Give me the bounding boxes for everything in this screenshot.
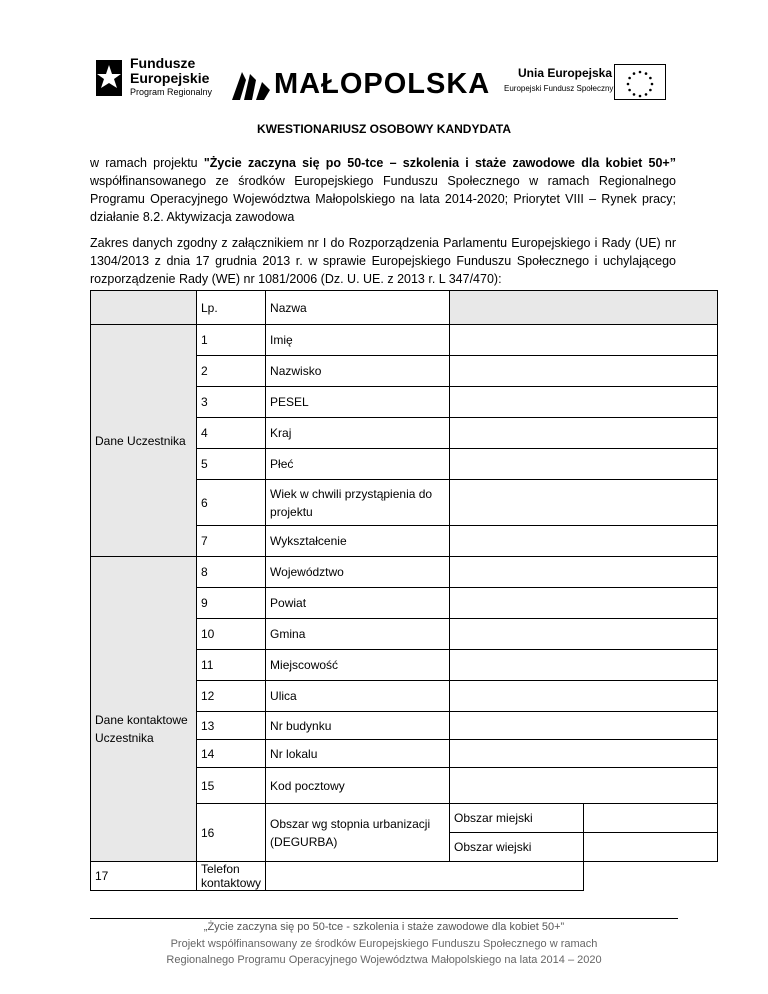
questionnaire-table bbox=[90, 290, 718, 891]
row-label: Nr budynku bbox=[266, 712, 450, 740]
row-label: Kod pocztowy bbox=[266, 768, 450, 804]
malopolska-mark-icon bbox=[232, 68, 270, 100]
miejscowosc-input-cell[interactable] bbox=[450, 650, 718, 681]
row-label: Płeć bbox=[266, 449, 450, 480]
footer-line1: „Życie zaczyna się po 50-tce - szkolenia i staże zawodowe dla kobiet 50+” bbox=[203, 921, 565, 933]
header-name: Nazwa bbox=[266, 291, 450, 325]
fe-line3: Program Regionalny bbox=[130, 87, 213, 97]
row-label: Obszar wg stopnia urbanizacji (DEGURBA) bbox=[266, 804, 450, 862]
eu-flag-icon bbox=[614, 64, 666, 100]
nazwisko-input-cell[interactable] bbox=[450, 356, 718, 387]
row-label: Ulica bbox=[266, 681, 450, 712]
kod-pocztowy-input-cell[interactable] bbox=[450, 768, 718, 804]
row-lp: 8 bbox=[197, 557, 266, 588]
logo-malopolska bbox=[232, 68, 491, 102]
option-obszar-miejski: Obszar miejski bbox=[450, 804, 584, 833]
row-label: Imię bbox=[266, 325, 450, 356]
row-lp: 16 bbox=[197, 804, 266, 862]
row-label: Nr lokalu bbox=[266, 740, 450, 768]
ue-line1: Unia Europejska bbox=[518, 66, 613, 80]
row-label: Powiat bbox=[266, 588, 450, 619]
header-group-cell bbox=[91, 291, 197, 325]
plec-input-cell[interactable] bbox=[450, 449, 718, 480]
row-label: Miejscowość bbox=[266, 650, 450, 681]
nr-budynku-input-cell[interactable] bbox=[450, 712, 718, 740]
row-label: PESEL bbox=[266, 387, 450, 418]
kraj-input-cell[interactable] bbox=[450, 418, 718, 449]
row-lp: 11 bbox=[197, 650, 266, 681]
imie-input-cell[interactable] bbox=[450, 325, 718, 356]
row-lp: 17 bbox=[91, 862, 197, 891]
ulica-input-cell[interactable] bbox=[450, 681, 718, 712]
project-name: "Życie zaczyna się po 50-tce – szkolenia i staże zawodowe dla kobiet 50+” bbox=[203, 156, 676, 170]
row-lp: 1 bbox=[197, 325, 266, 356]
logo-unia-europejska bbox=[504, 64, 664, 100]
footer-line2: Projekt współfinansowany ze środków Europejskiego Funduszu Społecznego w ramach bbox=[170, 938, 598, 950]
page-title: KWESTIONARIUSZ OSOBOWY KANDYDATA bbox=[257, 122, 511, 136]
row-label: Telefon kontaktowy bbox=[197, 862, 266, 891]
option-obszar-wiejski: Obszar wiejski bbox=[450, 833, 584, 862]
scope-paragraph: Zakres danych zgodny z załącznikiem nr I do Rozporządzenia Parlamentu Europejskiego i Rady (UE) nr 1304/2013 z dnia 17 grudnia 2013 r. w sprawie Europejskiego Funduszu Społecznego i uchylającego rozporządzenie Rady (WE) nr 1081/2006 (Dz. U. UE. z 2013 r. L 347/470): bbox=[90, 236, 676, 286]
intro-suffix: współfinansowanego ze środków Europejskiego Funduszu Społecznego w ramach Regionalnego Programu Operacyjnego Województwa Małopolskiego na lata 2014-2020; Priorytet VIII – Rynek pracy; działanie 8.2. Aktywizacja zawodowa bbox=[90, 174, 676, 224]
telefon-input-cell[interactable] bbox=[266, 862, 584, 891]
row-lp: 13 bbox=[197, 712, 266, 740]
checkbox-obszar-miejski[interactable] bbox=[584, 804, 718, 833]
row-lp: 9 bbox=[197, 588, 266, 619]
row-label: Nazwisko bbox=[266, 356, 450, 387]
fe-line2: Europejskie bbox=[130, 70, 210, 86]
row-lp: 15 bbox=[197, 768, 266, 804]
pesel-input-cell[interactable] bbox=[450, 387, 718, 418]
row-lp: 14 bbox=[197, 740, 266, 768]
row-lp: 6 bbox=[197, 480, 266, 526]
row-lp: 10 bbox=[197, 619, 266, 650]
row-lp: 5 bbox=[197, 449, 266, 480]
row-label: Wykształcenie bbox=[266, 526, 450, 557]
row-lp: 7 bbox=[197, 526, 266, 557]
header-lp: Lp. bbox=[197, 291, 266, 325]
logo-fundusze-europejskie bbox=[92, 54, 222, 104]
row-lp: 12 bbox=[197, 681, 266, 712]
row-lp: 3 bbox=[197, 387, 266, 418]
wojewodztwo-input-cell[interactable] bbox=[450, 557, 718, 588]
group-dane-uczestnika: Dane Uczestnika bbox=[91, 325, 197, 557]
wiek-input-cell[interactable] bbox=[450, 480, 718, 526]
footer-line3: Regionalnego Programu Operacyjnego Województwa Małopolskiego na lata 2014 – 2020 bbox=[166, 954, 602, 966]
ue-line2: Europejski Fundusz Społeczny bbox=[504, 84, 614, 93]
row-label: Gmina bbox=[266, 619, 450, 650]
checkbox-obszar-wiejski[interactable] bbox=[584, 833, 718, 862]
malopolska-text: MAŁOPOLSKA bbox=[274, 68, 491, 100]
row-lp: 4 bbox=[197, 418, 266, 449]
powiat-input-cell[interactable] bbox=[450, 588, 718, 619]
gmina-input-cell[interactable] bbox=[450, 619, 718, 650]
row-label: Wiek w chwili przystąpienia do projektu bbox=[266, 480, 450, 526]
row-lp: 2 bbox=[197, 356, 266, 387]
intro-paragraph bbox=[90, 154, 676, 226]
fe-star-icon bbox=[92, 56, 126, 100]
header-value-cell bbox=[450, 291, 718, 325]
row-label: Województwo bbox=[266, 557, 450, 588]
footer-divider bbox=[90, 918, 678, 919]
wyksztalcenie-input-cell[interactable] bbox=[450, 526, 718, 557]
group-dane-kontaktowe: Dane kontaktowe Uczestnika bbox=[91, 557, 197, 862]
nr-lokalu-input-cell[interactable] bbox=[450, 740, 718, 768]
fe-line1: Fundusze bbox=[130, 55, 196, 71]
intro-prefix: w ramach projektu bbox=[90, 156, 204, 170]
row-label: Kraj bbox=[266, 418, 450, 449]
